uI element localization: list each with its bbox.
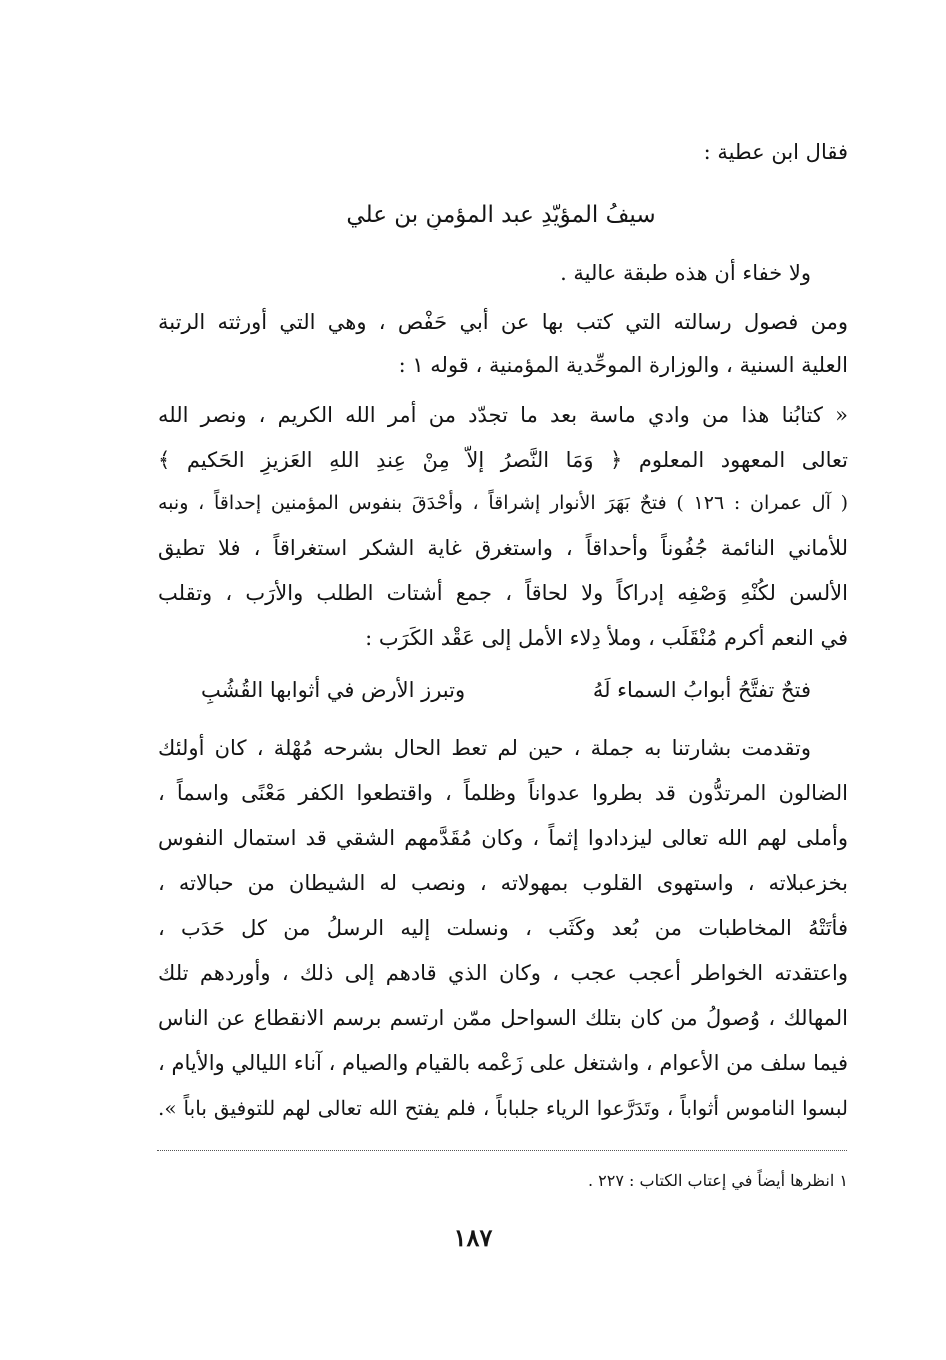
letter-line: تعالى المعهود المعلوم ﴿ وَمَا النَّصرُ إلاّ مِنْ عِندِ اللهِ العَزيزِ الحَكيم ﴾ [158,448,848,472]
verse-first-hemistich: فتحٌ تفتَّحُ أبوابُ السماء لَهُ [592,678,811,702]
letter2-line: وأملى لهم الله تعالى ليزدادوا إثماً ، وكان مُقَدَّمهم الشقي قد استمال النفوس [158,826,848,850]
paragraph-2-line: العلية السنية ، والوزارة الموحِّدية المؤمنية ، قوله ١ : [398,353,848,377]
paragraph-2-line: ومن فصول رسالته التي كتب بها عن أبي حَفْص ، وهي التي أورثته الرتبة [158,310,848,334]
letter2-line: واعتقدته الخواطر أعجب عجب ، وكان الذي قادهم إلى ذلك ، وأوردهم تلك [158,961,848,985]
footnote: ١ انظرها أيضاً في إعتاب الكتاب : ٢٢٧ . [587,1171,848,1190]
verse-second-hemistich: وتبرز الأرض في أثوابها القُشُبِ [201,678,466,702]
letter2-line: وتقدمت بشارتنا به جملة ، حين لم تعط الحال بشرحه مُهْلة ، كان أولئك [158,736,811,760]
letter-line: الألسن لكُنْهِ وَصْفِه إدراكاً ولا لحاقاً ، جمع أشتات الطلب والأرَب ، وتقلب [158,581,848,605]
paragraph-1: ولا خفاء أن هذه طبقة عالية . [560,261,811,285]
poem-verse [201,675,811,705]
letter2-line: بخزعبلاته ، واستهوى القلوب بمهولاته ، ونصب له الشيطان من حبالاته ، [158,871,848,895]
letter2-line: فيما سلف من الأعوام ، واشتغل على زَعْمه بالقيام والصيام ، آناء الليالي والأيام ، [158,1051,848,1075]
letter2-line: الضالون المرتدُّون قد بطروا عدواناً وظلماً ، واقتطعوا الكفر مَعْنًى واسماً ، [158,781,848,805]
letter2-line: فأتَتْهُ المخاطبات من بُعد وكَثَب ، ونسلت إليه الرسلُ من كل حَدَب ، [158,916,848,940]
letter2-line: المهالك ، وُصولُ من كان بتلك السواحل ممّن ارتسم برسم الانقطاع عن الناس [158,1006,848,1030]
letter-line: في النعم أكرم مُنْقَلَب ، وملأ دِلاء الأمل إلى عَقْد الكَرَب : [365,626,848,650]
letter-line: للأماني النائمة جُفُوناً وأحداقاً ، واستغرق غاية الشكر استغراقاً ، فلا تطيق [158,536,848,560]
page-number: ١٨٧ [453,1223,493,1252]
letter-line: ( آل عمران : ١٢٦ ) فتحٌ بَهَرَ الأنوار إشراقاً ، وأحْدَقَ بنفوس المؤمنين إحداقاً ، ونبه [158,492,848,514]
verse-title: سيفُ المؤيّدِ عبد المؤمنِ بن علي [346,202,656,228]
letter-line: « كتابُنا هذا من وادي ماسة بعد ما تجدّد من أمر الله الكريم ، ونصر الله [158,403,848,427]
intro-line: فقال ابن عطية : [703,140,848,164]
footnote-divider [157,1150,847,1151]
letter2-line: لبسوا الناموس أثواباً ، وتَدَرَّعوا الرياء جلباباً ، فلم يفتح الله تعالى لهم للتوفيق باباً ». [158,1096,848,1120]
